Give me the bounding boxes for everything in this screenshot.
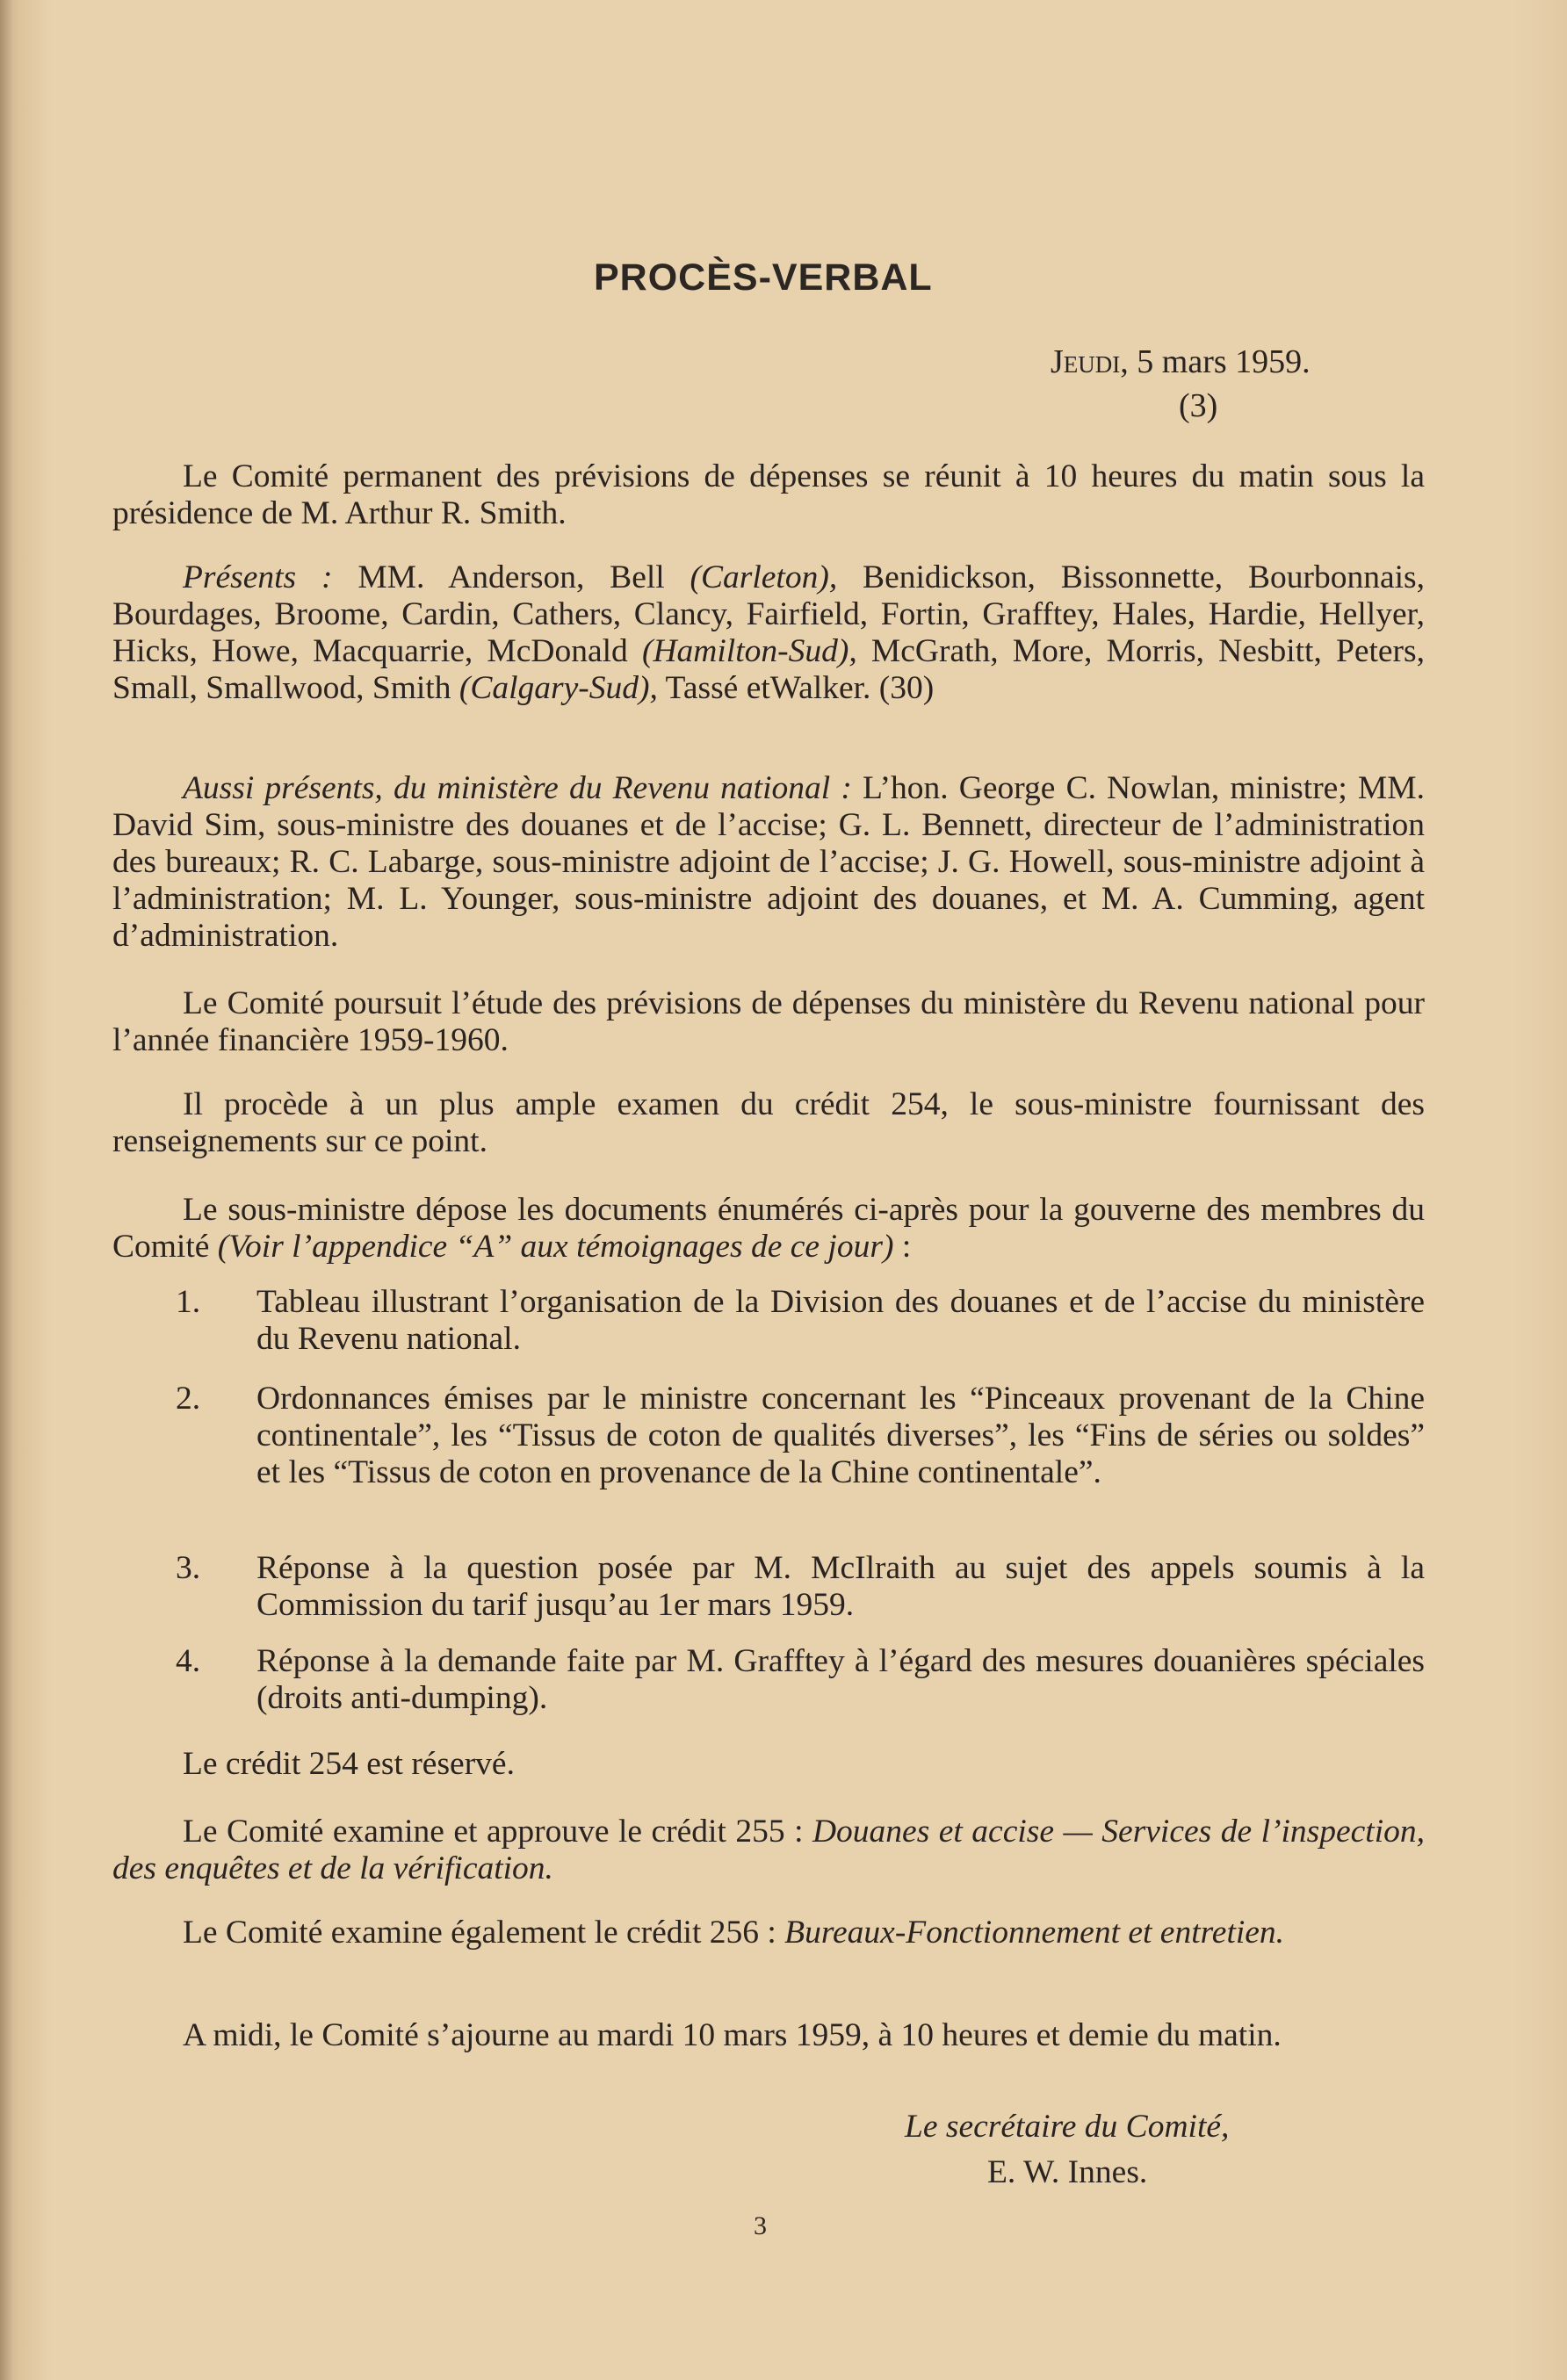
documents-text: Le sous-ministre dépose les documents énumérés ci-après pour la gouverne des membres du Comité [112, 1192, 1425, 1265]
credit-256-text: Le Comité examine également le crédit 256 : [183, 1915, 785, 1951]
date-rest: , 5 mars 1959. [1120, 343, 1311, 380]
present-text-c: Benidickson, Bissonnette, Bourbonnais, Bourdages, Broome, Cardin, Cathers, Clancy, Fairfield, Fortin, Grafftey, Hales, Hardie, Hellyer, Hicks, Howe, Macquarrie, McDonald [112, 559, 1425, 669]
list-item-text: Réponse à la question posée par M. McIlraith au sujet des appels soumis à la Commission du tarif jusqu’au 1er mars 1959. [256, 1550, 1425, 1623]
paragraph-present-members [112, 559, 1425, 707]
list-item-number: 3. [176, 1550, 201, 1586]
list-item [176, 1550, 1425, 1624]
document-title: PROCÈS-VERBAL [594, 256, 933, 299]
paragraph-credit-256 [112, 1915, 1425, 1951]
paragraph-documents [112, 1192, 1425, 1266]
paragraph-credit-reserved: Le crédit 254 est réservé. [183, 1746, 515, 1782]
paragraph-also-present [112, 770, 1425, 955]
list-item-number: 4. [176, 1643, 201, 1679]
present-text-e: McGrath, More, Morris, Nesbitt, Peters, Small, Smallwood, Smith [112, 633, 1425, 706]
documents-tail: : [893, 1229, 912, 1265]
present-riding-calgary: (Calgary-Sud), [459, 670, 658, 706]
signature-role: Le secrétaire du Comité, [905, 2109, 1230, 2145]
page-number: 3 [754, 2211, 767, 2240]
also-present-label: Aussi présents, du ministère du Revenu national : [183, 770, 852, 806]
present-riding-carleton: (Carleton), [690, 559, 838, 595]
meeting-date [1051, 343, 1311, 381]
credit-255-title: Douanes et accise — Services de l’inspection, des enquêtes et de la vérification. [112, 1814, 1425, 1886]
list-item-text: Ordonnances émises par le ministre concernant les “Pinceaux provenant de la Chine continentale”, les “Tissus de coton de qualités diverses”, les “Fins de séries ou soldes” et les “Tissus de coton en provenance de la Chine continentale”. [256, 1381, 1425, 1490]
list-item-number: 2. [176, 1381, 201, 1417]
paragraph-study: Le Comité poursuit l’étude des prévisions de dépenses du ministère du Revenu national pour l’année financière 1959-1960. [112, 985, 1425, 1058]
list-item [176, 1284, 1425, 1358]
list-item-text: Réponse à la demande faite par M. Grafftey à l’égard des mesures douanières spéciales (droits anti-dumping). [256, 1643, 1425, 1716]
present-label: Présents : [183, 559, 333, 595]
present-text-g: Tassé etWalker. (30) [657, 670, 935, 706]
paragraph-credit-255 [112, 1814, 1425, 1887]
meeting-number: (3) [1179, 387, 1218, 424]
present-text-a: MM. Anderson, Bell [332, 559, 690, 595]
date-weekday: Jeudi [1051, 343, 1121, 380]
signature-name: E. W. Innes. [987, 2154, 1148, 2190]
appendix-reference: (Voir l’appendice “A” aux témoignages de ce jour) [217, 1229, 894, 1265]
paragraph-adjournment: A midi, le Comité s’ajourne au mardi 10 mars 1959, à 10 heures et demie du matin. [183, 2017, 1282, 2053]
paragraph-opening: Le Comité permanent des prévisions de dépenses se réunit à 10 heures du matin sous la présidence de M. Arthur R. Smith. [112, 458, 1425, 531]
list-item [176, 1381, 1425, 1491]
list-item-number: 1. [176, 1284, 201, 1320]
credit-256-title: Bureaux-Fonctionnement et entretien. [784, 1915, 1285, 1951]
also-present-text: L’hon. George C. Nowlan, ministre; MM. David Sim, sous-ministre des douanes et de l’accise; G. L. Bennett, directeur de l’administration des bureaux; R. C. Labarge, sous-ministre adjoint de l’accise; J. G. Howell, sous-ministre adjoint à l’administration; M. L. Younger, sous-ministre adjoint des douanes, et M. A. Cumming, agent d’administration. [112, 770, 1425, 954]
present-riding-hamilton: (Hamilton-Sud), [641, 633, 857, 669]
list-item [176, 1643, 1425, 1717]
paragraph-credit-254: Il procède à un plus ample examen du crédit 254, le sous-ministre fournissant des renseignements sur ce point. [112, 1086, 1425, 1159]
list-item-text: Tableau illustrant l’organisation de la Division des douanes et de l’accise du ministère du Revenu national. [256, 1284, 1425, 1357]
credit-255-text: Le Comité examine et approuve le crédit 255 : [183, 1814, 812, 1850]
